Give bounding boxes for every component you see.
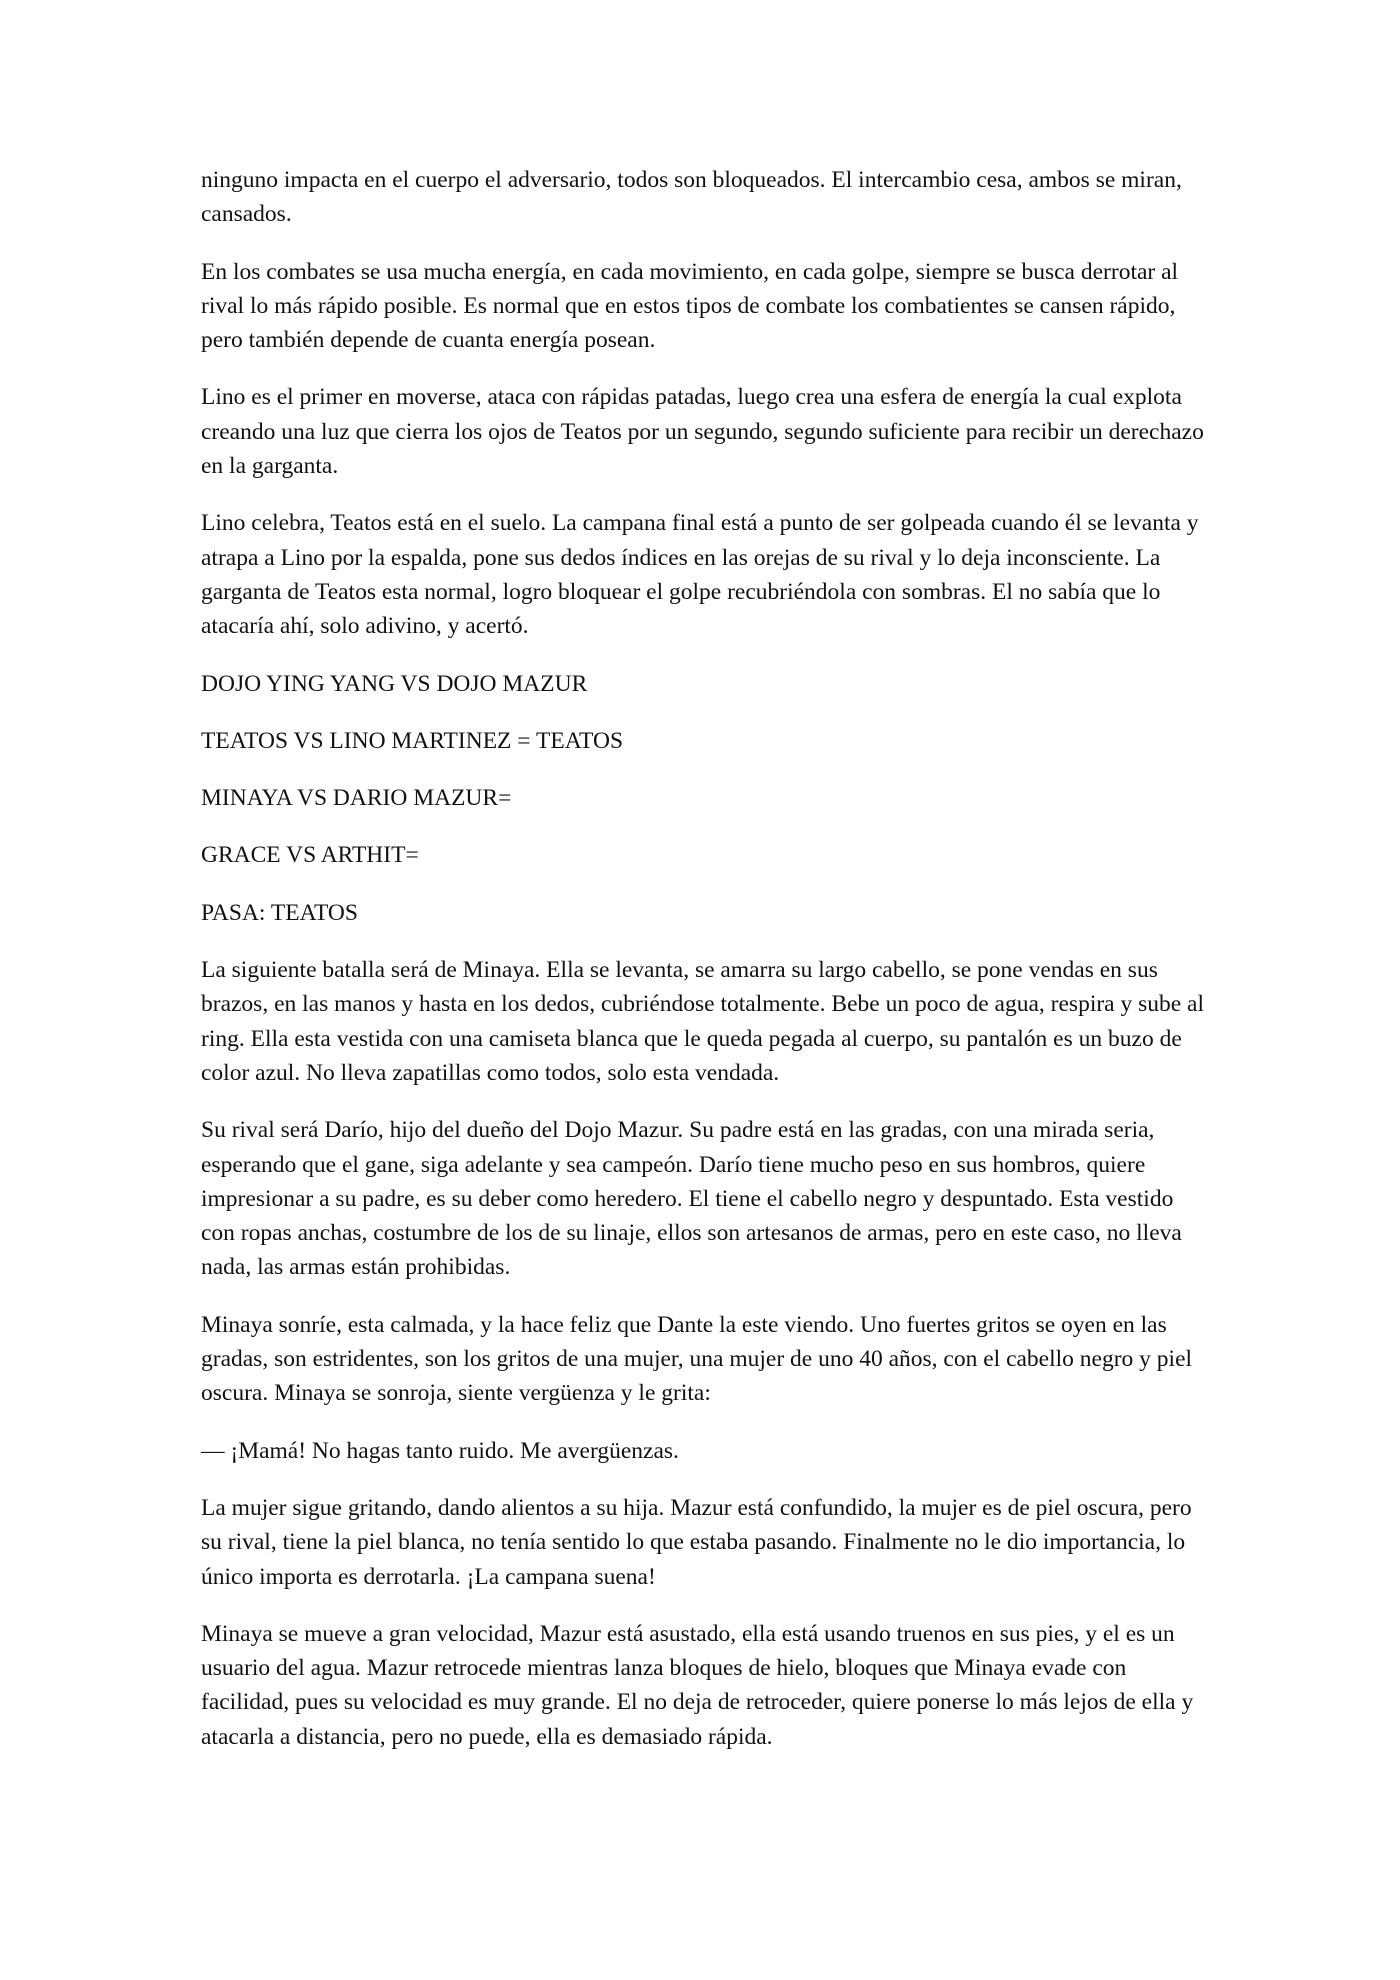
document-page xyxy=(201,163,1211,1777)
paragraph-teatos-wins: Lino celebra, Teatos está en el suelo. La campana final está a punto de ser golpeada cuando él se levanta y atrapa a Lino por la espalda, pone sus dedos índices en las orejas de su rival y lo deja inconsciente. La garganta de Teatos esta normal, logro bloquear el golpe recubriéndola con sombras. El no sabía que lo atacaría ahí, solo adivino, y acertó. xyxy=(201,510,1199,640)
paragraph-energy-use: En los combates se usa mucha energía, en cada movimiento, en cada golpe, siempre se busca derrotar al rival lo más rápido posible. Es normal que en estos tipos de combate los combatientes se cansen rápido, pero también depende de cuanta energía posean. xyxy=(201,258,1179,354)
paragraph-mother-cheers: La mujer sigue gritando, dando alientos a su hija. Mazur está confundido, la mujer es de piel oscura, pero su rival, tiene la piel blanca, no tenía sentido lo que estaba pasando. Finalmente no le dio importancia, lo único importa es derrotarla. ¡La campana suena! xyxy=(201,1494,1192,1590)
match-result-minaya-dario: MINAYA VS DARIO MAZUR= xyxy=(201,785,512,812)
dialogue-line: — ¡Mamá! No hagas tanto ruido. Me avergüenzas. xyxy=(201,1437,679,1464)
paragraph-exchange-ends: ninguno impacta en el cuerpo el adversario, todos son bloqueados. El intercambio cesa, ambos se miran, cansados. xyxy=(201,167,1182,228)
match-header: DOJO YING YANG VS DOJO MAZUR xyxy=(201,670,588,697)
paragraph-minaya-smiles: Minaya sonríe, esta calmada, y la hace feliz que Dante la este viendo. Uno fuertes gritos se oyen en las gradas, son estridentes, son los gritos de una mujer, una mujer de uno 40 años, con el cabello negro y piel oscura. Minaya se sonroja, siente vergüenza y le grita: xyxy=(201,1311,1193,1407)
advances-line: PASA: TEATOS xyxy=(201,899,358,926)
paragraph-lino-attacks: Lino es el primer en moverse, ataca con rápidas patadas, luego crea una esfera de energía la cual explota creando una luz que cierra los ojos de Teatos por un segundo, segundo suficiente para recibir un derechazo en la garganta. xyxy=(201,384,1204,480)
paragraph-minaya-prepares: La siguiente batalla será de Minaya. Ella se levanta, se amarra su largo cabello, se pone vendas en sus brazos, en las manos y hasta en los dedos, cubriéndose totalmente. Bebe un poco de agua, respira y sube al ring. Ella esta vestida con una camiseta blanca que le queda pegada al cuerpo, su pantalón es un buzo de color azul. No lleva zapatillas como todos, solo esta vendada. xyxy=(201,957,1205,1086)
paragraph-dario-rival: Su rival será Darío, hijo del dueño del Dojo Mazur. Su padre está en las gradas, con una mirada seria, esperando que el gane, siga adelante y sea campeón. Darío tiene mucho peso en sus hombros, quiere impresionar a su padre, es su deber como heredero. El tiene el cabello negro y despuntado. Esta vestido con ropas anchas, costumbre de los de su linaje, ellos son artesanos de armas, pero en este caso, no lleva nada, las armas están prohibidas. xyxy=(201,1117,1182,1281)
match-result-grace-arthit: GRACE VS ARTHIT= xyxy=(201,842,419,869)
match-result-teatos-lino: TEATOS VS LINO MARTINEZ = TEATOS xyxy=(201,727,624,754)
paragraph-minaya-speed: Minaya se mueve a gran velocidad, Mazur está asustado, ella está usando truenos en sus pies, y el es un usuario del agua. Mazur retrocede mientras lanza bloques de hielo, bloques que Minaya evade con facilidad, pues su velocidad es muy grande. El no deja de retroceder, quiere ponerse lo más lejos de ella y atacarla a distancia, pero no puede, ella es demasiado rápida. xyxy=(201,1620,1194,1750)
